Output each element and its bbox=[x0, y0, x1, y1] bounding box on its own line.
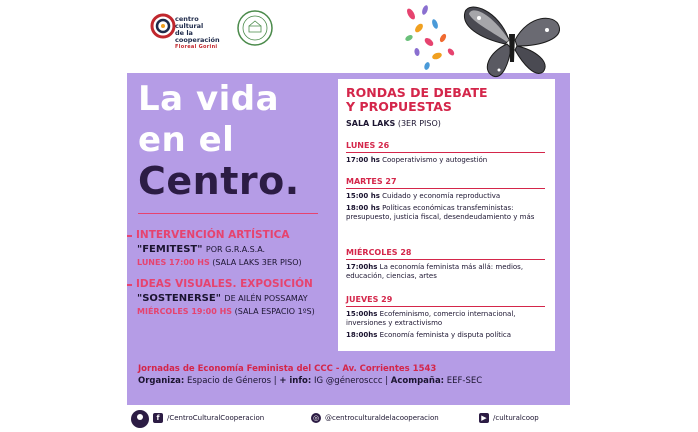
facebook-handle: /CentroCulturalCooperacion bbox=[167, 414, 265, 422]
slot-text: Cooperativismo y autogestión bbox=[382, 156, 488, 164]
instagram-icon: ◎ bbox=[312, 414, 320, 422]
event-author: DE AILÉN POSSAMAY bbox=[224, 294, 308, 303]
event-item bbox=[127, 229, 337, 267]
seal-logo-icon bbox=[237, 10, 273, 46]
panel-piso: (3ER PISO) bbox=[397, 119, 441, 128]
event-name bbox=[137, 244, 337, 255]
event-time: MIÉRCOLES 19:00 HS bbox=[137, 307, 233, 316]
logo-line-2: de la cooperación bbox=[175, 29, 220, 44]
slot-time: 15:00 hs bbox=[346, 192, 380, 200]
slot-time: 18:00hs bbox=[346, 331, 378, 339]
day-label: LUNES 26 bbox=[346, 141, 390, 150]
youtube-icon: ▶ bbox=[479, 413, 489, 423]
day-block bbox=[346, 141, 546, 165]
panel-title-line-2: Y PROPUESTAS bbox=[346, 99, 452, 114]
slot bbox=[346, 310, 546, 328]
slot bbox=[346, 204, 546, 222]
acompana-label: Acompaña: bbox=[390, 376, 445, 386]
footer-line-2 bbox=[138, 375, 563, 387]
slot-text: Economía feminista y disputa política bbox=[379, 331, 512, 339]
info-value: IG @génerosccc | bbox=[314, 376, 389, 386]
day-label: JUEVES 29 bbox=[346, 295, 393, 304]
instagram-handle: @centroculturaldelacooperacion bbox=[325, 414, 439, 422]
event-when bbox=[137, 307, 337, 316]
event-title: INTERVENCIÓN ARTÍSTICA bbox=[127, 229, 337, 241]
event-place: (SALA LAKS 3ER PISO) bbox=[212, 258, 302, 267]
headline-line-2: en el bbox=[138, 120, 235, 160]
logo-line-3: Floreal Gorini bbox=[175, 44, 218, 50]
footer-info bbox=[138, 363, 563, 387]
day-block bbox=[346, 295, 546, 340]
logo-line-1: centro cultural bbox=[175, 15, 204, 30]
butterfly-icon bbox=[459, 0, 565, 80]
instagram-link[interactable] bbox=[311, 413, 439, 423]
day-heading bbox=[346, 141, 545, 153]
event-time: LUNES 17:00 HS bbox=[137, 258, 210, 267]
slot-text: Ecofeminismo, comercio internacional, inversiones y extractivismo bbox=[346, 310, 516, 327]
info-label: + info: bbox=[279, 376, 312, 386]
event-when bbox=[137, 258, 337, 267]
ccc-logo bbox=[149, 10, 221, 50]
confetti-decoration-icon bbox=[403, 4, 463, 72]
event-name bbox=[137, 293, 337, 304]
event-name-text: "SOSTENERSE" bbox=[137, 293, 221, 304]
facebook-icon: f bbox=[153, 413, 163, 423]
youtube-link[interactable] bbox=[479, 413, 539, 423]
headline-line-1: La vida bbox=[138, 79, 280, 119]
debate-panel bbox=[338, 79, 555, 351]
panel-location bbox=[346, 119, 441, 128]
slot-time: 17:00 hs bbox=[346, 156, 380, 164]
slot-time: 15:00hs bbox=[346, 310, 378, 318]
day-block bbox=[346, 248, 546, 281]
event-title: IDEAS VISUALES. EXPOSICIÓN bbox=[127, 278, 337, 290]
day-label: MIÉRCOLES 28 bbox=[346, 248, 412, 257]
social-bar bbox=[127, 405, 570, 432]
panel-title bbox=[346, 86, 488, 114]
panel-title-line-1: RONDAS DE DEBATE bbox=[346, 85, 488, 100]
slot-text: La economía feminista más allá: medios, educación, ciencias, artes bbox=[346, 263, 524, 280]
headline-line-3: Centro. bbox=[138, 159, 300, 203]
day-heading bbox=[346, 177, 545, 189]
panel-sala: SALA LAKS bbox=[346, 119, 396, 128]
youtube-handle: /culturalcoop bbox=[493, 414, 539, 422]
day-heading bbox=[346, 248, 545, 260]
day-block bbox=[346, 177, 546, 222]
header-bar bbox=[127, 0, 570, 73]
day-label: MARTES 27 bbox=[346, 177, 397, 186]
organiza-value: Espacio de Géneros | bbox=[187, 376, 277, 386]
headline bbox=[138, 79, 333, 202]
slot-time: 18:00 hs bbox=[346, 204, 380, 212]
slot bbox=[346, 156, 546, 165]
facebook-link[interactable] bbox=[153, 413, 264, 423]
slot-text: Cuidado y economía reproductiva bbox=[382, 192, 501, 200]
event-author: POR G.R.A.S.A. bbox=[205, 245, 266, 254]
slot-time: 17:00hs bbox=[346, 263, 378, 271]
swirl-logo-icon bbox=[149, 12, 177, 40]
slot bbox=[346, 331, 546, 340]
ccc-logo-text bbox=[175, 16, 221, 51]
slot-text: Políticas económicas transfeministas: presupuesto, justicia fiscal, desendeudamiento y más bbox=[346, 204, 535, 221]
event-place: (SALA ESPACIO 1ºS) bbox=[234, 307, 315, 316]
events-list bbox=[127, 229, 337, 316]
user-icon bbox=[131, 410, 149, 428]
organiza-label: Organiza: bbox=[138, 376, 185, 386]
poster bbox=[127, 0, 570, 432]
event-item bbox=[127, 278, 337, 316]
slot bbox=[346, 192, 546, 201]
footer-line-1: Jornadas de Economía Feminista del CCC - Av. Corrientes 1543 bbox=[138, 364, 437, 374]
divider bbox=[138, 213, 318, 214]
acompana-value: EEF-SEC bbox=[446, 376, 483, 386]
day-heading bbox=[346, 295, 545, 307]
slot bbox=[346, 263, 546, 281]
event-name-text: "FEMITEST" bbox=[137, 244, 203, 255]
